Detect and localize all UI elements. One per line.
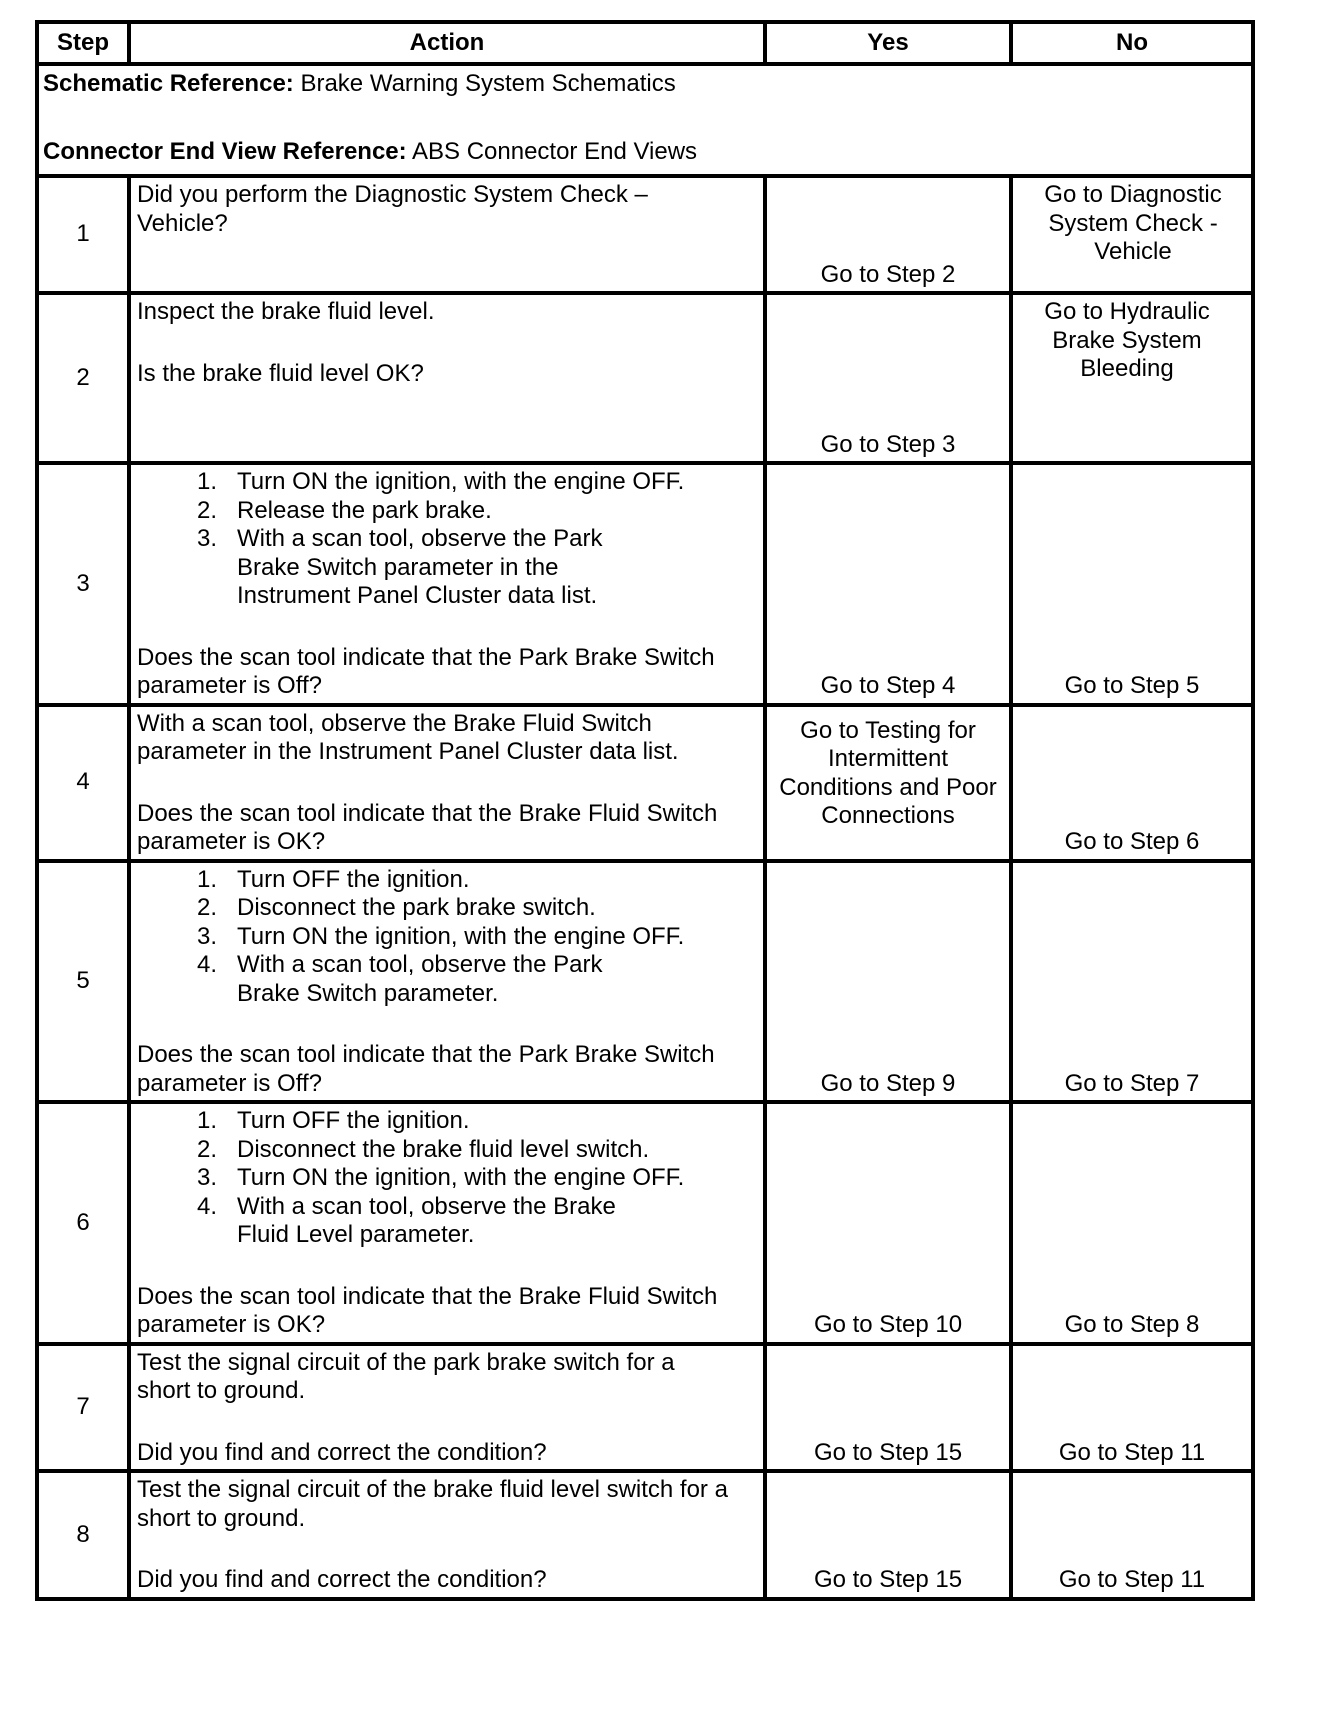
- diagnostic-table: [35, 20, 1255, 1601]
- table-row: [37, 1102, 1253, 1344]
- no-cell: [1011, 1344, 1253, 1472]
- connector-reference-link[interactable]: ABS Connector End Views: [412, 137, 698, 165]
- list-item: 4. With a scan tool, observe the Brake Fluid Level parameter.: [196, 1192, 616, 1248]
- list-item: 1. Turn OFF the ignition.: [196, 1107, 470, 1134]
- action-question: Does the scan tool indicate that the Brake Fluid Switch parameter is OK?: [137, 1282, 718, 1338]
- action-list: [137, 1107, 757, 1250]
- schematic-reference-link[interactable]: Brake Warning System Schematics: [300, 70, 676, 97]
- yes-link[interactable]: Go to Step 15: [813, 1566, 963, 1593]
- no-link[interactable]: Go to Diagnostic System Check - Vehicle: [1044, 181, 1222, 265]
- list-item: 2. Release the park brake.: [196, 496, 492, 524]
- yes-link[interactable]: Go to Step 9: [820, 1069, 956, 1097]
- list-item: 4. With a scan tool, observe the Park Brake Switch parameter.: [196, 951, 603, 1007]
- action-text: Test the signal circuit of the brake fluid level switch for a short to ground.: [137, 1476, 728, 1532]
- no-link[interactable]: Go to Step 6: [1064, 828, 1200, 855]
- yes-cell: [765, 1471, 1011, 1599]
- no-link[interactable]: Go to Step 8: [1064, 1311, 1200, 1338]
- action-list: [137, 866, 757, 1009]
- yes-link[interactable]: Go to Step 4: [820, 672, 956, 699]
- action-question: Does the scan tool indicate that the Brake Fluid Switch parameter is OK?: [137, 799, 718, 855]
- action-cell: [129, 861, 765, 1103]
- yes-cell: [765, 176, 1011, 293]
- no-cell: [1011, 176, 1253, 293]
- action-question: Did you find and correct the condition?: [137, 1438, 547, 1466]
- step-number: 2: [37, 293, 129, 463]
- action-text: With a scan tool, observe the Brake Fluid Switch parameter in the Instrument Panel Cluster data list.: [137, 709, 679, 765]
- yes-cell: [765, 705, 1011, 861]
- table-row: [37, 861, 1253, 1103]
- action-cell: [129, 176, 765, 293]
- list-item: 2. Disconnect the park brake switch.: [196, 894, 596, 921]
- no-cell: [1011, 705, 1253, 861]
- action-text: Did you perform the Diagnostic System Check – Vehicle?: [137, 181, 648, 237]
- no-link[interactable]: Go to Hydraulic Brake System Bleeding: [1044, 298, 1210, 382]
- table-row: [37, 1471, 1253, 1599]
- list-item: 3. With a scan tool, observe the Park Brake Switch parameter in the Instrument Panel Cluster data list.: [196, 525, 603, 609]
- header-row: [37, 22, 1253, 64]
- step-number: 7: [37, 1344, 129, 1472]
- yes-link[interactable]: Go to Step 3: [820, 430, 956, 458]
- yes-link[interactable]: Go to Step 15: [813, 1438, 963, 1466]
- header-no: No: [1011, 22, 1253, 64]
- connector-reference-label: Connector End View Reference:: [43, 137, 407, 165]
- yes-cell: [765, 1102, 1011, 1344]
- reference-cell: [37, 64, 1253, 176]
- table-row: [37, 176, 1253, 293]
- action-text: Test the signal circuit of the park brake switch for a short to ground.: [137, 1348, 675, 1404]
- step-number: 8: [37, 1471, 129, 1599]
- list-item: 3. Turn ON the ignition, with the engine OFF.: [196, 922, 685, 950]
- list-item: 3. Turn ON the ignition, with the engine OFF.: [196, 1164, 685, 1191]
- action-cell: [129, 1471, 765, 1599]
- list-item: 1. Turn OFF the ignition.: [196, 865, 470, 893]
- yes-cell: [765, 1344, 1011, 1472]
- no-link[interactable]: Go to Step 11: [1058, 1438, 1206, 1466]
- header-yes: Yes: [765, 22, 1011, 64]
- action-cell: [129, 293, 765, 463]
- header-step: Step: [37, 22, 129, 64]
- no-cell: [1011, 1471, 1253, 1599]
- no-cell: [1011, 1102, 1253, 1344]
- no-cell: [1011, 463, 1253, 705]
- table-row: [37, 1344, 1253, 1472]
- list-item: 2. Disconnect the brake fluid level switch.: [196, 1135, 650, 1163]
- no-link[interactable]: Go to Step 11: [1058, 1566, 1206, 1593]
- action-list: [137, 468, 757, 611]
- action-text: Inspect the brake fluid level.: [137, 298, 435, 325]
- action-question: Is the brake fluid level OK?: [137, 359, 424, 387]
- schematic-reference-label: Schematic Reference:: [43, 70, 294, 97]
- table-row: [37, 463, 1253, 705]
- no-cell: [1011, 293, 1253, 463]
- yes-cell: [765, 463, 1011, 705]
- action-cell: [129, 705, 765, 861]
- no-cell: [1011, 861, 1253, 1103]
- list-item: 1. Turn ON the ignition, with the engine OFF.: [196, 468, 685, 495]
- action-question: Does the scan tool indicate that the Park Brake Switch parameter is Off?: [137, 1041, 715, 1097]
- action-cell: [129, 1102, 765, 1344]
- action-cell: [129, 1344, 765, 1472]
- yes-link[interactable]: Go to Testing for Intermittent Conditions and Poor Connections: [779, 716, 997, 829]
- step-number: 3: [37, 463, 129, 705]
- step-number: 1: [37, 176, 129, 293]
- table-row: [37, 293, 1253, 463]
- yes-cell: [765, 861, 1011, 1103]
- reference-row: [37, 64, 1253, 176]
- header-action: Action: [129, 22, 765, 64]
- yes-link[interactable]: Go to Step 2: [820, 260, 956, 288]
- yes-link[interactable]: Go to Step 10: [813, 1311, 963, 1338]
- step-number: 6: [37, 1102, 129, 1344]
- yes-cell: [765, 293, 1011, 463]
- no-link[interactable]: Go to Step 5: [1064, 672, 1200, 699]
- table-row: [37, 705, 1253, 861]
- action-question: Does the scan tool indicate that the Park Brake Switch parameter is Off?: [137, 643, 715, 699]
- no-link[interactable]: Go to Step 7: [1064, 1069, 1200, 1097]
- action-question: Did you find and correct the condition?: [137, 1566, 547, 1593]
- step-number: 4: [37, 705, 129, 861]
- step-number: 5: [37, 861, 129, 1103]
- action-cell: [129, 463, 765, 705]
